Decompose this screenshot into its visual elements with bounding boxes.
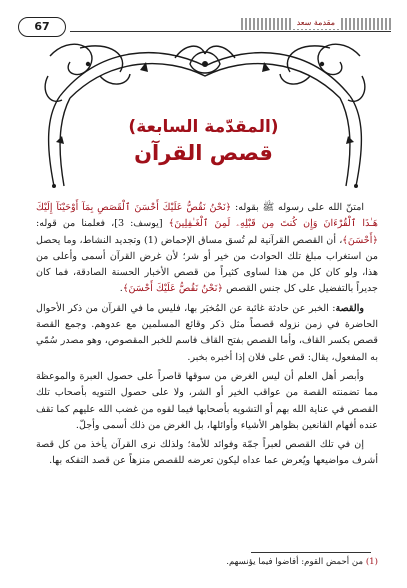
text-run: .: [119, 283, 123, 295]
paragraph: [36, 437, 378, 470]
text-run: : الخبر عن حادثة غائبة عن المُخبَر بها، فليس ما في القرآن من ذكر الأحوال الحاضرة في زمن نزوله قصصاً مثل ذكر وقائع المسلمين مع عدوهم. وجمع القصة قصص بكسر القاف، وأما القصص بفتح القاف فاسم للخبر المقصوص، وهو مصدر سُمّي به المفعول، يقال: قص على فلان إذا أخبره بخبر.: [36, 302, 378, 363]
footnote-marker: (1): [365, 557, 378, 567]
term-heading: والقصة: [335, 302, 364, 314]
paragraph: [36, 200, 378, 298]
quran-verse: ﴿نَحْنُ نَقُصُّ عَلَيْكَ أَحْسَنَ﴾: [122, 283, 224, 295]
chapter-heading: (المقدّمة السابعة): [128, 117, 279, 137]
footnote-rule: [251, 552, 371, 553]
header-rule: [70, 31, 391, 32]
paragraph: [36, 301, 378, 366]
footnote: [36, 556, 378, 568]
page-number: 67: [18, 17, 66, 37]
text-run: امتنّ الله على رسوله ﷺ بقوله:: [231, 202, 364, 213]
text-run: وأبصر أهل العلم أن ليس الغرض من سوقها قاصراً على حصول العبرة والموعظة مما تضمنته القصة من عواقب الخير أو الشر، ولا على حصول التنويه بأصحاب تلك القصص في عناية الله بهم أو التشويه بأصحابها فيما لقوه من غضب الله عليهم كما تقف عنده أفهام القانعين بظواهر الأشياء وأوائلها، بل الغرض من ذلك أسمى وأجلّ.: [36, 370, 378, 431]
body-text: [36, 200, 378, 473]
running-title: مقدمة سعد: [293, 17, 339, 29]
quran-verse: ﴿نَحْنُ نَقُصُّ عَلَيْكَ أَحْسَنَ ٱلْقَصَصِ بِمَآ أَوْحَيْنَآ إِلَيْكَ هَـٰذَا ٱلْقُرْءَانَ وَإِن كُنتَ مِن قَبْلِهِۦ لَمِنَ ٱلْغَـٰفِلِينَ﴾: [36, 202, 378, 230]
paragraph: [36, 369, 378, 434]
footnote-text: من أحمض القوم: أفاضوا فيما يؤنسهم.: [226, 557, 366, 567]
text-run: [يوسف: 3]، فعلمنا من قوله:: [36, 218, 169, 230]
text-run: إن في تلك القصص لعبراً جمّة وفوائد للأمة؛ ولذلك نرى القرآن يأخذ من كل قصة أشرف مواضيعها ويُعرض عما عداه ليكون تعرضه للقصص منزهاً عن قصد التفكه بها.: [36, 439, 378, 467]
quran-verse: ﴿أَحْسَنَ﴾: [342, 234, 378, 246]
text-run: ، أن القصص القرآنية لم تُسق مساق الإحماض (1) وتجديد النشاط، وما يحصل من استغراب مبلغ تلك الحوادث من خير أو شر؛ لأن غرض القرآن أسمى وأعلى من هذا، ولو كان كل من هذا لساوى كثيراً من قصص الأخبار الحسنة الصادقة، فما كان جديراً بالتفضيل على كل جنس القصص: [36, 234, 378, 295]
ornamental-frame: [40, 36, 370, 188]
chapter-title: قصص القرآن: [134, 141, 273, 165]
